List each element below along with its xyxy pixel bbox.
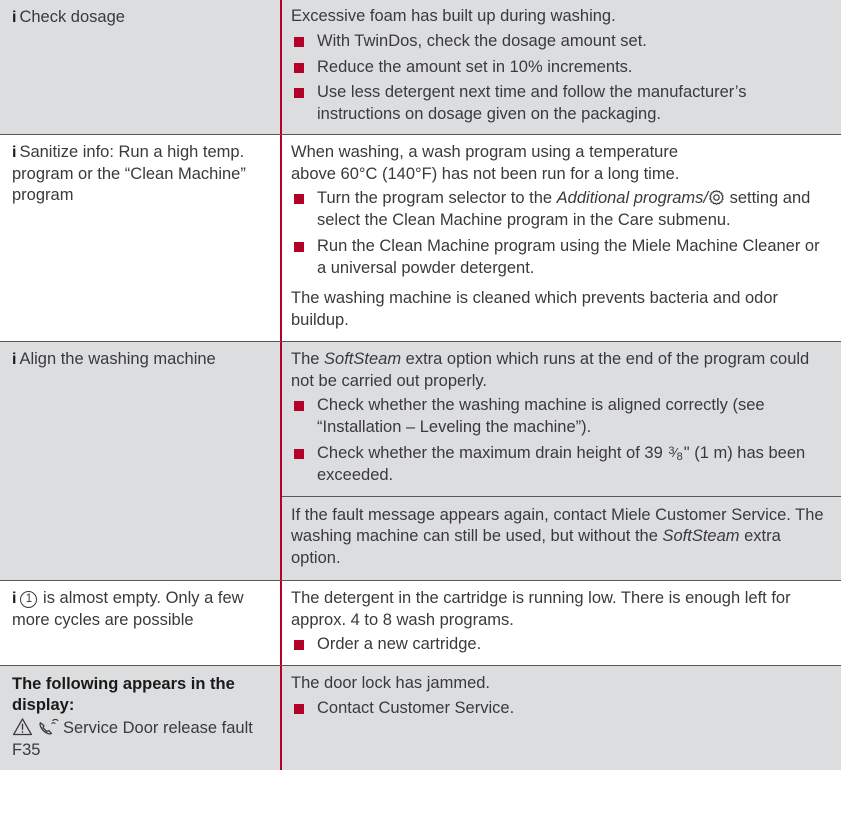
solution-cell	[280, 581, 841, 665]
list-item-text-post: setting and select the Clean Machine program in the Care submenu.	[317, 189, 811, 230]
problem-text: Align the washing machine	[19, 349, 216, 368]
square-bullet-icon	[294, 640, 304, 650]
list-item-text: Check whether the washing machine is aligned correctly (see “Installation – Leveling the machine”).	[317, 396, 765, 437]
intro-pre: The	[291, 349, 325, 368]
square-bullet-icon	[294, 242, 304, 252]
list-item-text-pre: Turn the program selector to the	[317, 189, 557, 208]
problem-text: Service Door release fault F35	[12, 719, 253, 760]
square-bullet-icon	[294, 194, 304, 204]
square-bullet-icon	[294, 63, 304, 73]
problem-cell	[0, 342, 280, 580]
problem-cell	[0, 666, 280, 770]
bullet-list	[291, 698, 829, 720]
fraction-numerator: 3	[668, 445, 675, 458]
problem-text: Check dosage	[19, 8, 125, 26]
circled-one-icon: 1	[20, 591, 37, 608]
solution-cell	[280, 135, 841, 341]
table-row	[0, 0, 841, 134]
display-heading: The following appears in the display:	[12, 675, 235, 715]
fraction-denominator: 8	[676, 451, 683, 464]
square-bullet-icon	[294, 449, 304, 459]
list-item-text: Run the Clean Machine program using the Miele Machine Cleaner or a universal powder detergent.	[317, 236, 820, 277]
intro-text: Excessive foam has built up during washing.	[291, 7, 616, 25]
intro-text: The door lock has jammed.	[291, 674, 491, 693]
solution-cell	[280, 666, 841, 770]
list-item	[291, 236, 829, 280]
list-item	[291, 634, 829, 656]
solution-cell	[280, 342, 841, 580]
problem-cell	[0, 135, 280, 341]
solution-note-block	[282, 496, 841, 580]
bullet-list	[291, 188, 829, 279]
note-text	[291, 505, 829, 570]
list-item-emphasis: Additional programs/	[556, 189, 708, 208]
fraction-three-eighths	[668, 444, 682, 462]
outro-text: The washing machine is cleaned which prevents bacteria and odor buildup.	[291, 289, 779, 330]
intro-text-line1: When washing, a wash program using a temperature	[291, 142, 679, 161]
table-row	[0, 341, 841, 580]
list-item-text-post: " (1 m) has been exceeded.	[317, 444, 806, 484]
note-post: extra option.	[291, 527, 781, 568]
info-icon: i	[12, 350, 17, 368]
gear-icon	[708, 189, 725, 206]
fraction-slash: ⁄	[674, 445, 677, 461]
table-row	[0, 665, 841, 770]
intro-emphasis: SoftSteam	[324, 349, 402, 368]
list-item-text: Use less detergent next time and follow the manufacturer’s instructions on dosage given on the packaging.	[317, 83, 747, 124]
list-item-text: With TwinDos, check the dosage amount set.	[317, 31, 647, 50]
note-emphasis: SoftSteam	[662, 527, 740, 546]
intro-post: extra option which runs at the end of the program could not be carried out properly.	[291, 349, 810, 390]
bullet-list	[291, 395, 829, 486]
list-item-text-pre: Check whether the maximum drain height of 39	[317, 444, 668, 463]
list-item-text: Order a new cartridge.	[317, 635, 482, 654]
problem-text: Sanitize info: Run a high temp. program or the “Clean Machine” program	[12, 142, 246, 205]
solution-block	[282, 135, 841, 341]
list-item	[291, 82, 829, 126]
service-phone-icon	[37, 717, 59, 736]
solution-cell	[280, 0, 841, 134]
bullet-list	[291, 634, 829, 656]
square-bullet-icon	[294, 704, 304, 714]
problem-cell	[0, 0, 280, 134]
note-pre: If the fault message appears again, contact Miele Customer Service. The washing machine can still be used, but without the	[291, 505, 824, 546]
intro-text-line2: above 60°C (140°F) has not been run for a long time.	[291, 164, 680, 183]
bullet-list	[291, 31, 829, 126]
table-row	[0, 134, 841, 341]
intro-text	[291, 349, 829, 393]
problem-cell	[0, 581, 280, 665]
list-item-text: Contact Customer Service.	[317, 698, 515, 717]
list-item	[291, 395, 829, 439]
problem-text: is almost empty. Only a few more cycles are possible	[12, 588, 244, 629]
solution-block	[282, 0, 841, 134]
square-bullet-icon	[294, 37, 304, 47]
table-row	[0, 580, 841, 665]
list-item	[291, 31, 829, 53]
intro-text: The detergent in the cartridge is running low. There is enough left for approx. 4 to 8 wash programs.	[291, 588, 791, 629]
info-icon: i	[12, 9, 17, 26]
list-item-text: Reduce the amount set in 10% increments.	[317, 57, 633, 76]
list-item	[291, 443, 829, 487]
square-bullet-icon	[294, 401, 304, 411]
solution-block	[282, 666, 841, 729]
info-icon: i	[12, 143, 17, 161]
list-item	[291, 188, 829, 232]
info-icon: i	[12, 589, 17, 607]
square-bullet-icon	[294, 88, 304, 98]
solution-block	[282, 342, 841, 496]
warning-triangle-icon	[12, 717, 33, 736]
list-item	[291, 57, 829, 79]
list-item	[291, 698, 829, 720]
solution-block	[282, 581, 841, 665]
